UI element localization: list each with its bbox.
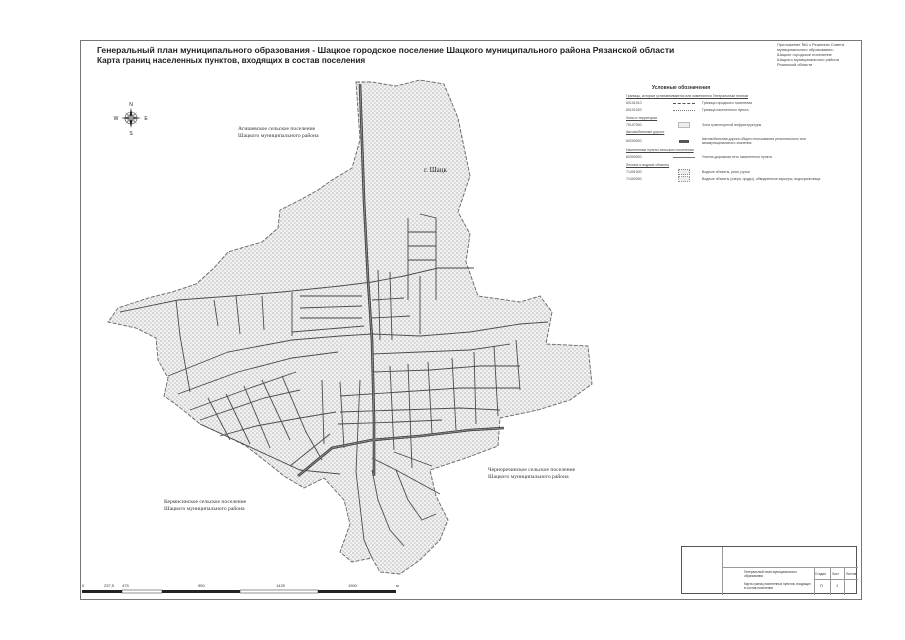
legend-item	[626, 169, 831, 174]
approval-line: Шацкое городское поселение	[777, 52, 832, 57]
legend-item	[626, 155, 831, 160]
legend-description: Водные объекты, реки, ручьи	[702, 169, 750, 174]
legend-title: Условные обозначения	[651, 85, 711, 91]
stamp-org: Генеральный план муниципального образования	[744, 570, 797, 578]
compass-east: E	[144, 116, 148, 122]
map-title: Генеральный план муниципального образования - Шацкое городское поселение Шацкого муниципального района Рязанской области	[97, 45, 675, 55]
legend-code: 60300000	[626, 155, 642, 160]
legend-code: 71401000	[626, 169, 642, 174]
neighbor-label-southeast: Черноречинское сельское поселение Шацкого муниципального района	[488, 467, 576, 480]
legend-symbol-icon	[666, 176, 702, 181]
compass-south: S	[129, 131, 133, 137]
legend-item	[626, 122, 831, 127]
legend-rows	[626, 101, 831, 181]
legend-description: Граница населенного пункта	[702, 108, 749, 113]
scale-label: 1900	[348, 583, 357, 588]
legend-code: 70107000	[626, 122, 642, 127]
neighbor-label-northwest: Агишевское сельское поселение Шацкого муниципального района	[238, 126, 319, 139]
scale-label: 475	[122, 583, 129, 588]
approval-line: муниципального образования -	[777, 47, 836, 52]
scale-label: 1425	[276, 583, 285, 588]
legend-code: 60101020	[626, 108, 642, 113]
compass-west: W	[113, 116, 119, 122]
stamp-sheet-value: 1	[836, 583, 839, 588]
stamp-sheet-label: Лист	[832, 572, 839, 576]
legend-symbol-icon	[666, 169, 702, 174]
stamp-description: Карта границ населенных пунктов, входящих в состав поселения	[744, 582, 811, 590]
legend-item	[626, 101, 831, 106]
legend-description: Автомобильная дорога общего пользования регионального или межмуниципального значения	[702, 136, 806, 146]
title-block	[681, 546, 857, 594]
stamp-stage-value: П	[820, 583, 823, 588]
legend-symbol-icon	[666, 139, 702, 144]
approval-line: Рязанской области	[777, 62, 813, 67]
legend-description: Улично-дорожная сеть населенного пункта	[702, 155, 772, 160]
map-subtitle: Карта границ населенных пунктов, входящих в состав поселения	[97, 56, 366, 65]
legend-heading: Границы, которые устанавливаются или изменяются Генеральным планом	[626, 94, 749, 99]
legend-code: 60200000	[626, 138, 642, 143]
compass-north: N	[129, 102, 133, 108]
legend-symbol-icon	[666, 108, 702, 113]
legend-code: 71402000	[626, 176, 642, 181]
scale-label: 950	[198, 583, 205, 588]
legend-section: Зоны и территории	[626, 115, 658, 120]
neighbor-label-southwest: Кермисинское сельское поселение Шацкого муниципального района	[164, 499, 247, 512]
compass-rose-icon	[114, 102, 149, 137]
scale-unit: м	[396, 583, 399, 588]
town-label: г. Шацк	[424, 166, 447, 174]
legend-symbol-icon	[666, 122, 702, 127]
legend-symbol-icon	[666, 101, 702, 106]
legend-item	[626, 108, 831, 113]
legend-description: Граница городского поселения	[702, 101, 752, 106]
legend-symbol-icon	[666, 155, 702, 160]
approval-line: Шацкого муниципального района	[777, 57, 839, 62]
scale-bar	[82, 590, 396, 593]
legend-description: Зона транспортной инфраструктуры	[702, 122, 762, 127]
stamp-sheets-label: Листов	[846, 572, 857, 576]
legend-item	[626, 176, 831, 181]
scale-label: 237,5	[104, 583, 115, 588]
legend-item	[626, 137, 831, 146]
legend-section: Населенные пункты сельского поселения	[626, 148, 694, 153]
legend-section: Автомобильные дороги	[626, 130, 665, 135]
legend-section: Лесные и водные объекты	[626, 162, 670, 167]
legend-description: Водные объекты (озера, пруды), обводненные карьеры, водохранилища	[702, 176, 821, 181]
scale-label: 0	[82, 583, 85, 588]
approval-line: Приложение №1 к Решению Совета	[777, 42, 845, 47]
stamp-stage-label: Стадия	[815, 572, 826, 576]
map-legend	[626, 86, 831, 183]
legend-code: 60101010	[626, 101, 642, 106]
